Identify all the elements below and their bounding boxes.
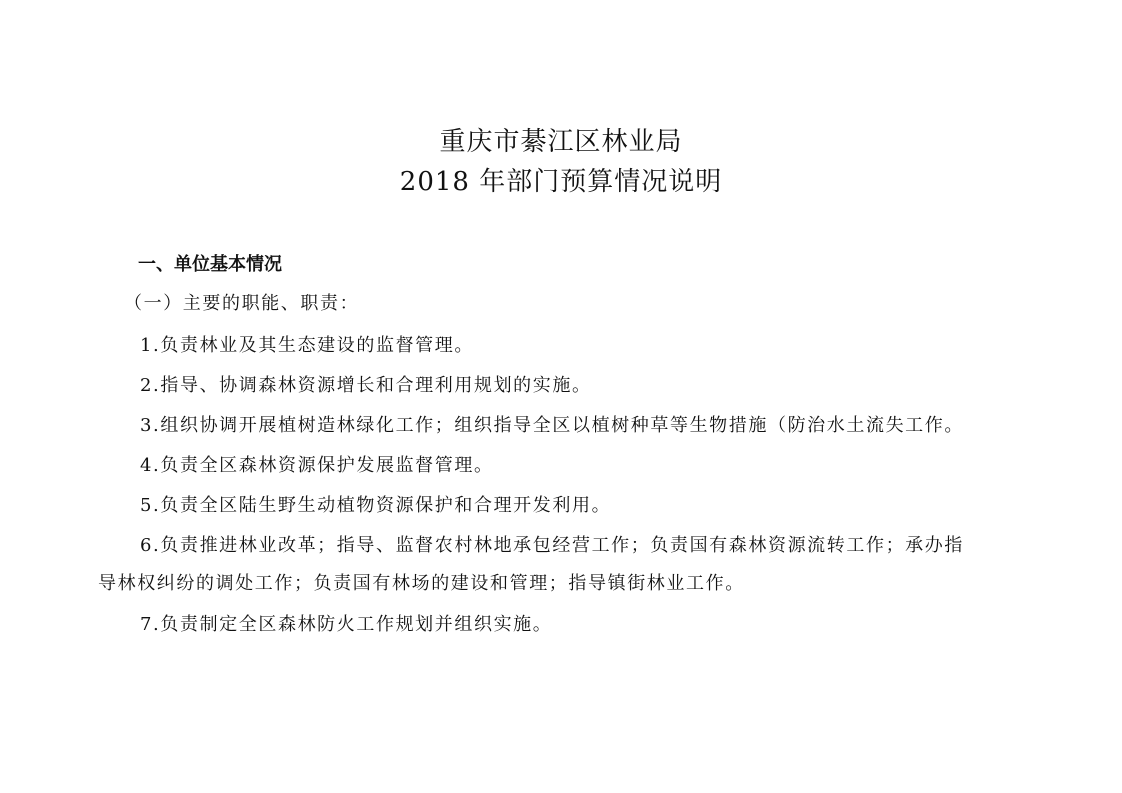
duty-item-6-line2: 导林权纠纷的调处工作；负责国有林场的建设和管理；指导镇街林业工作。 (98, 573, 745, 594)
section-heading-basic-info: 一、单位基本情况 (138, 254, 282, 275)
document-title-line1: 重庆市綦江区林业局 (439, 127, 683, 157)
document-title-line2: 2018 年部门预算情况说明 (399, 167, 723, 197)
duty-item-7: 7.负责制定全区森林防火工作规划并组织实施。 (140, 614, 553, 635)
subsection-heading-duties: （一）主要的职能、职责： (124, 293, 360, 314)
duty-item-2: 2.指导、协调森林资源增长和合理利用规划的实施。 (140, 375, 592, 396)
duty-item-3: 3.组织协调开展植树造林绿化工作；组织指导全区以植树种草等生物措施（防治水土流失工作。 (140, 415, 964, 436)
duty-item-4: 4.负责全区森林资源保护发展监督管理。 (140, 455, 494, 476)
duty-item-5: 5.负责全区陆生野生动植物资源保护和合理开发利用。 (140, 495, 612, 516)
duty-item-6-line1: 6.负责推进林业改革；指导、监督农村林地承包经营工作；负责国有森林资源流转工作；承办指 (140, 535, 964, 556)
duty-item-1: 1.负责林业及其生态建设的监督管理。 (140, 335, 474, 356)
